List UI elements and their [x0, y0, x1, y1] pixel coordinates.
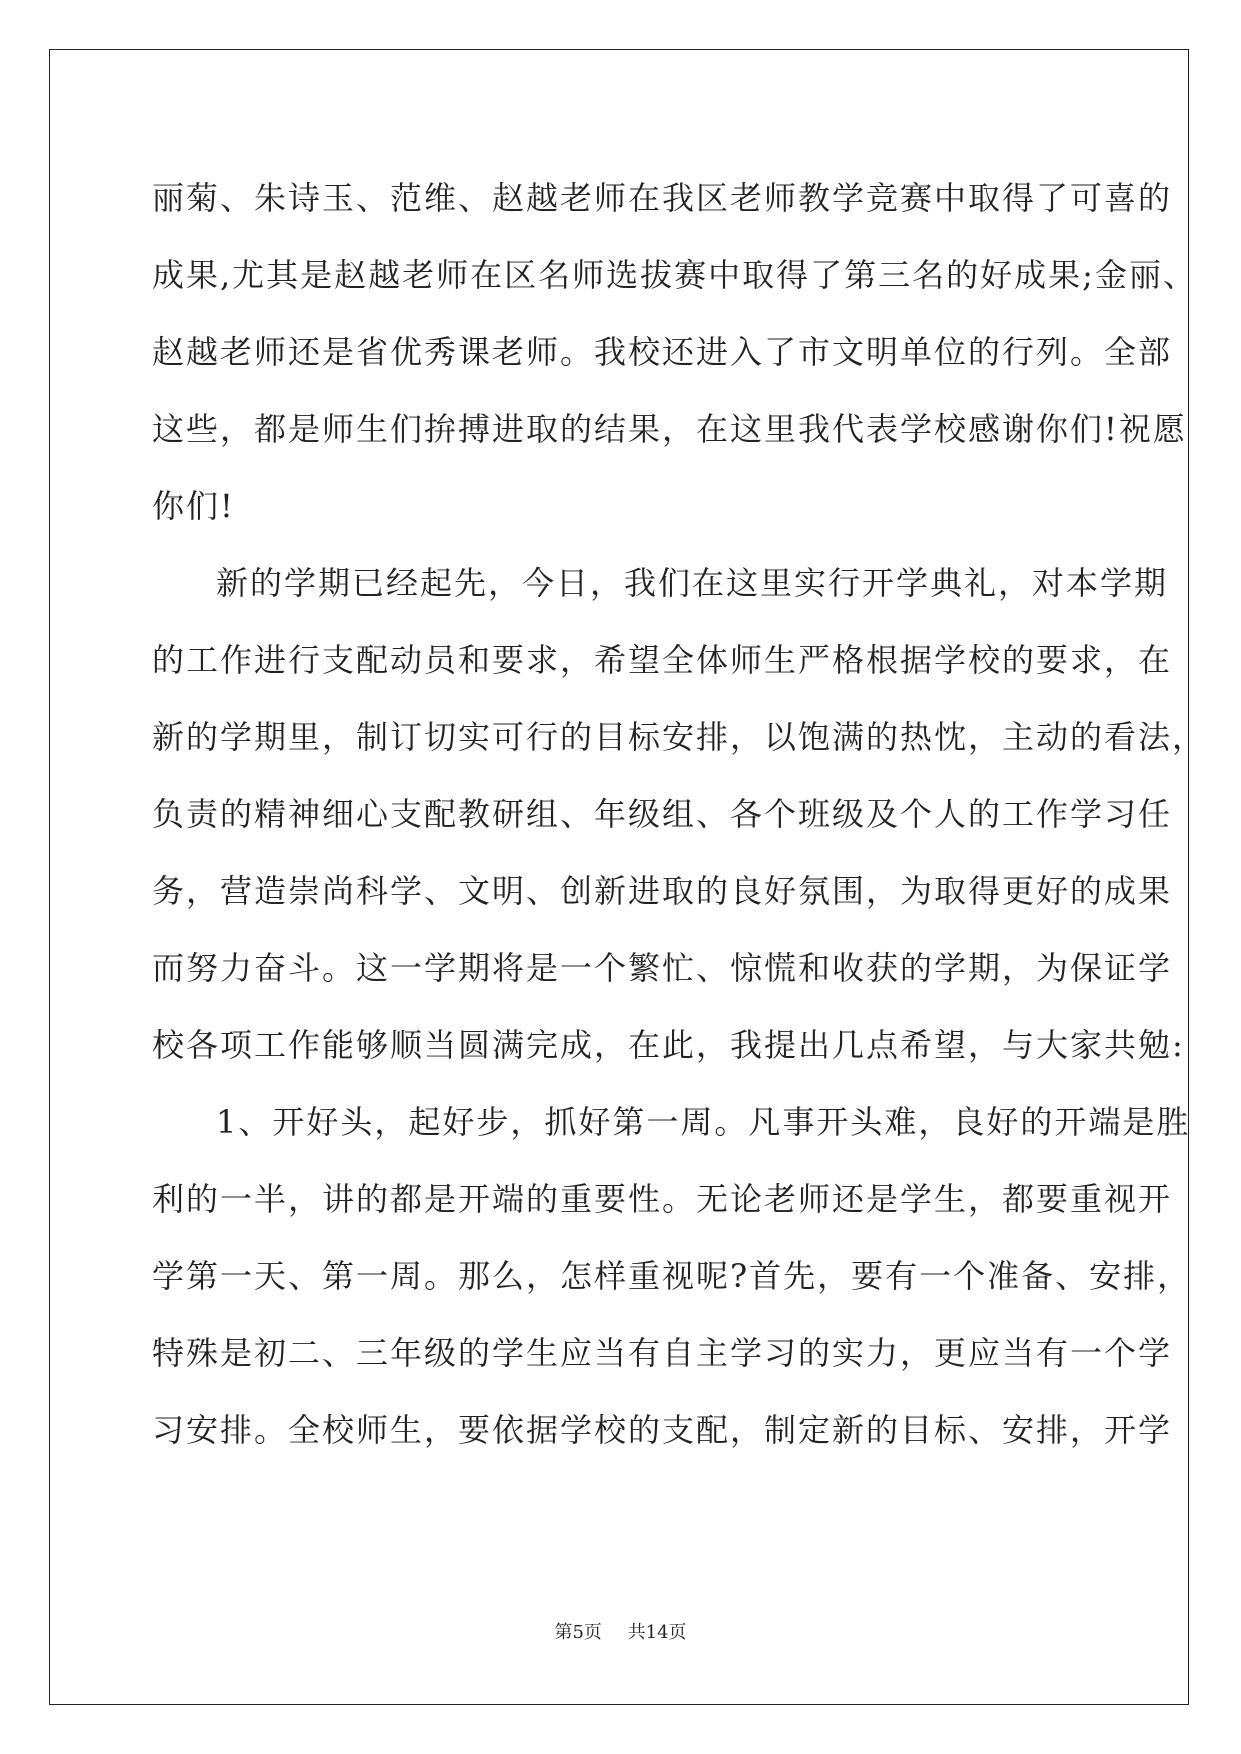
paragraph-start-line: 新的学期已经起先，今日，我们在这里实行开学典礼，对本学期	[216, 564, 1169, 602]
page-total: 共14页	[627, 1622, 687, 1643]
text-line: 务，营造崇尚科学、文明、创新进取的良好氛围，为取得更好的成果	[152, 872, 1173, 910]
text-line: 你们!	[152, 487, 235, 525]
text-line: 成果,尤其是赵越老师在区名师选拔赛中取得了第三名的好成果;金丽、	[152, 256, 1197, 294]
page-number: 第5页	[554, 1622, 602, 1643]
text-line: 习安排。全校师生，要依据学校的支配，制定新的目标、安排，开学	[152, 1411, 1173, 1449]
text-line: 学第一天、第一周。那么，怎样重视呢?首先，要有一个准备、安排，	[152, 1257, 1192, 1295]
text-line: 特殊是初二、三年级的学生应当有自主学习的实力，更应当有一个学	[152, 1334, 1173, 1372]
text-line: 的工作进行支配动员和要求，希望全体师生严格根据学校的要求，在	[152, 641, 1173, 679]
text-line: 而努力奋斗。这一学期将是一个繁忙、惊慌和收获的学期，为保证学	[152, 949, 1173, 987]
paragraph-start-line: 1、开好头，起好步，抓好第一周。凡事开头难，良好的开端是胜	[216, 1103, 1191, 1141]
page-footer	[0, 1618, 1241, 1644]
text-line: 利的一半，讲的都是开端的重要性。无论老师还是学生，都要重视开	[152, 1180, 1173, 1218]
text-line: 新的学期里，制订切实可行的目标安排，以饱满的热忱，主动的看法，	[152, 718, 1207, 756]
text-line: 这些，都是师生们拚搏进取的结果，在这里我代表学校感谢你们!祝愿	[152, 410, 1187, 448]
text-line: 负责的精神细心支配教研组、年级组、各个班级及个人的工作学习任	[152, 795, 1173, 833]
document-body	[152, 160, 1207, 1469]
text-line: 校各项工作能够顺当圆满完成，在此，我提出几点希望，与大家共勉:	[152, 1026, 1185, 1064]
text-line: 赵越老师还是省优秀课老师。我校还进入了市文明单位的行列。全部	[152, 333, 1173, 371]
text-line: 丽菊、朱诗玉、范维、赵越老师在我区老师教学竞赛中取得了可喜的	[152, 179, 1173, 217]
